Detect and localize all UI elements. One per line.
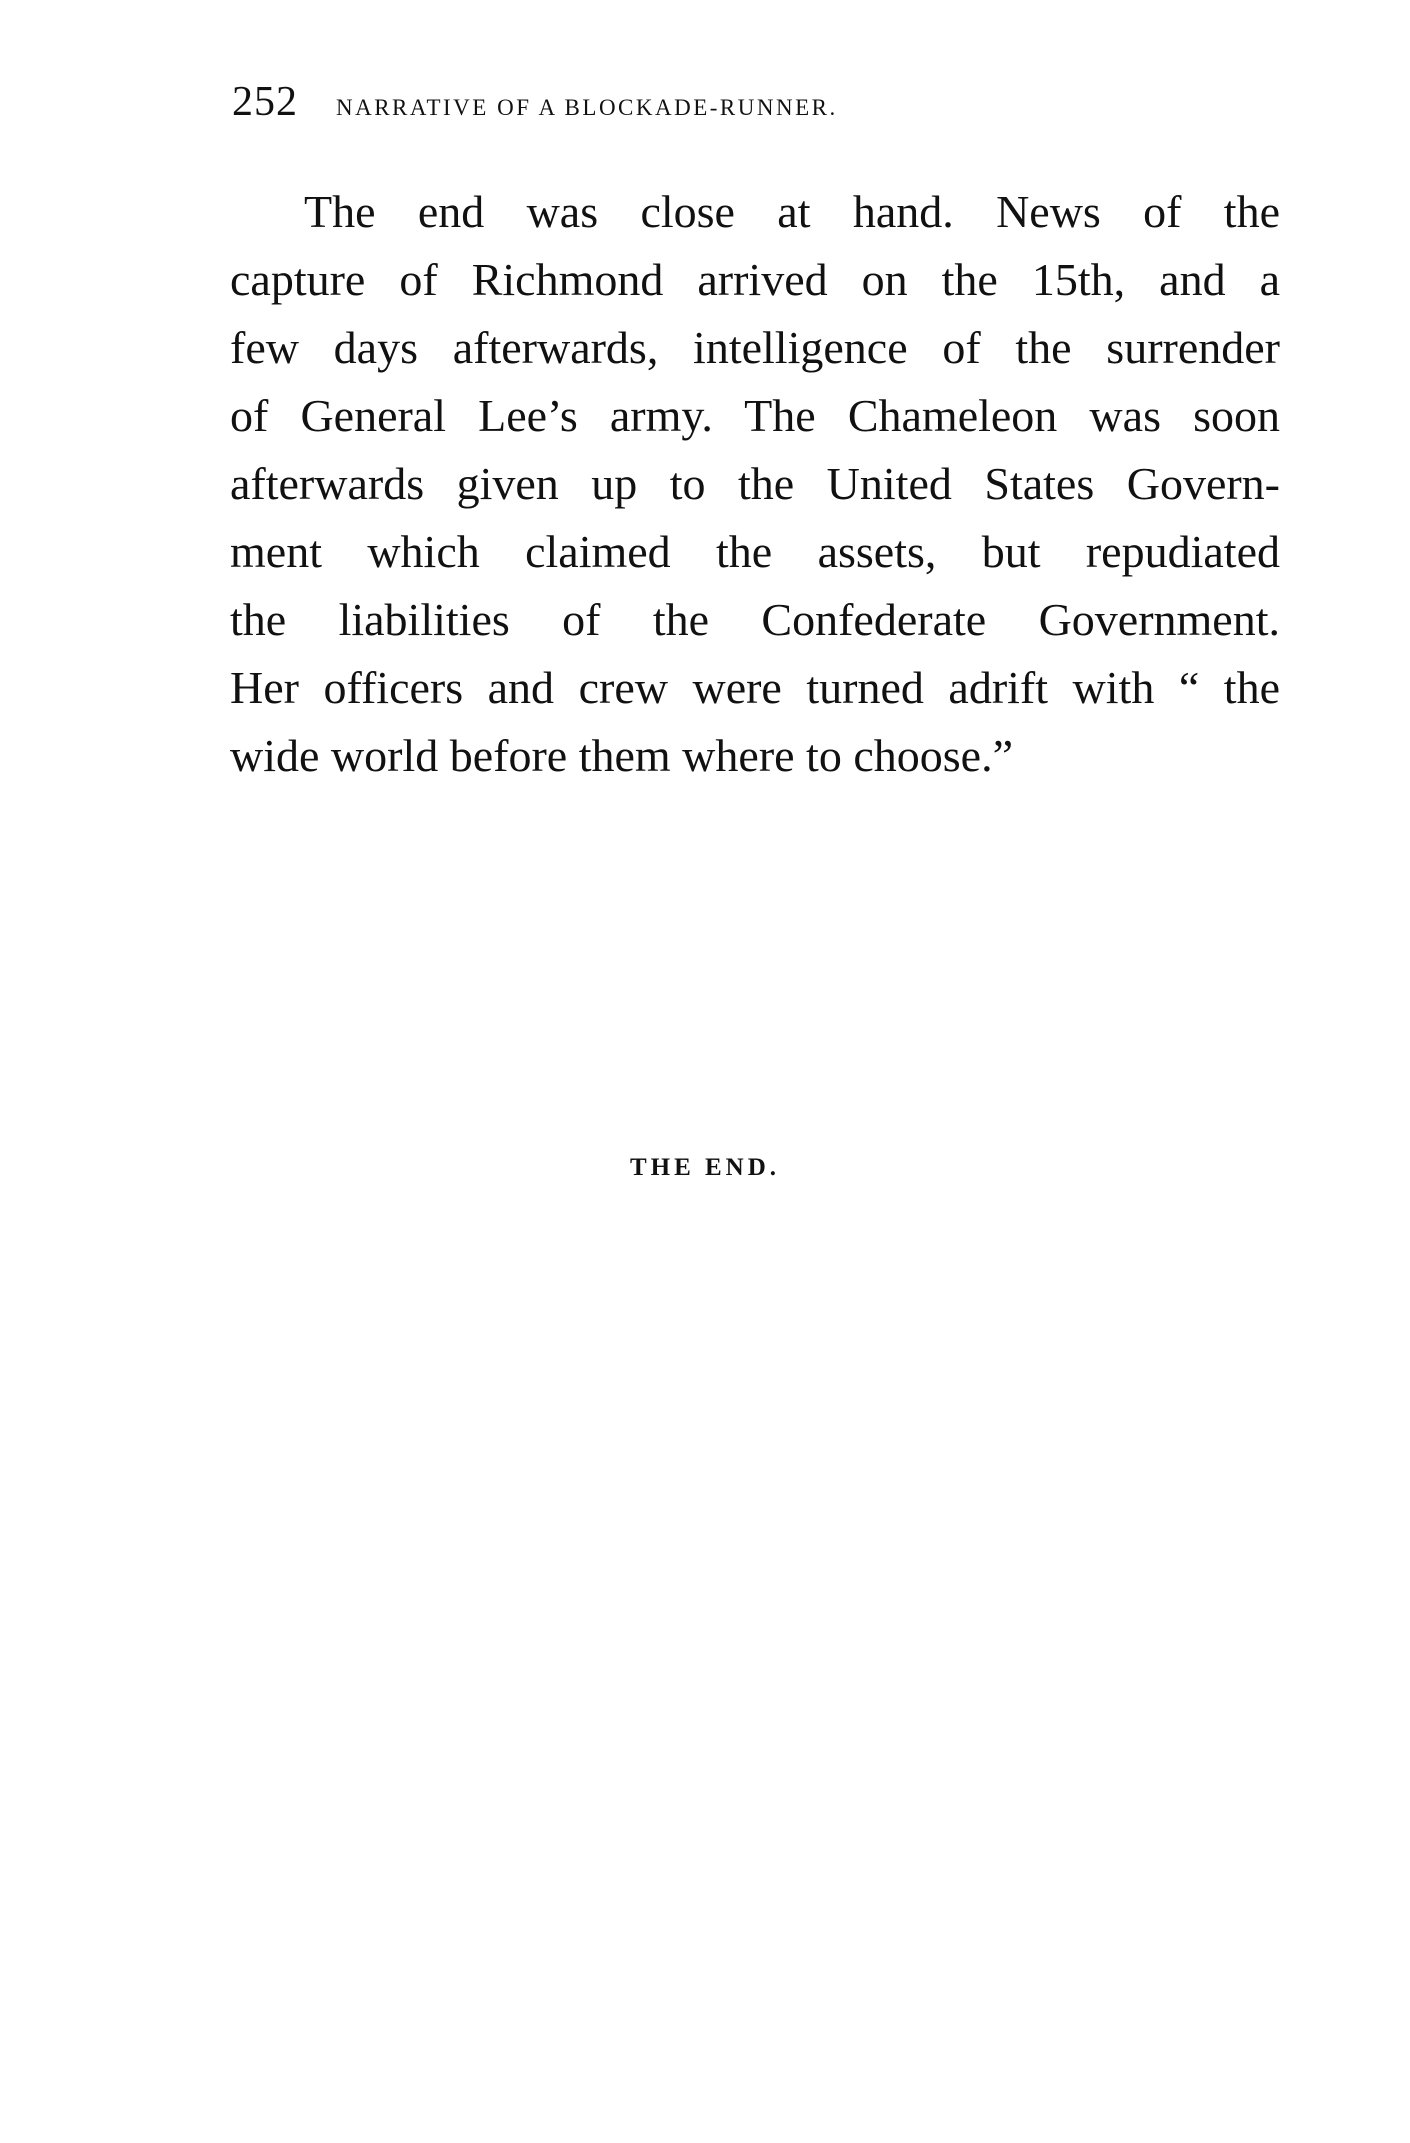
the-end-heading: THE END.: [629, 1154, 781, 1181]
paragraph-line: of General Lee’s army. The Chameleon was soon: [230, 390, 1280, 441]
body-paragraph: [230, 178, 1280, 790]
page-number: 252: [232, 79, 298, 125]
paragraph-line: wide world before them where to choose.”: [230, 730, 1013, 781]
paragraph-line: Her officers and crew were turned adrift with “ the: [230, 662, 1280, 713]
paragraph-line: afterwards given up to the United States Govern-: [230, 458, 1280, 509]
paragraph-line: ment which claimed the assets, but repudiated: [230, 526, 1280, 577]
running-head: [232, 78, 1282, 126]
paragraph-line: capture of Richmond arrived on the 15th, and a: [230, 254, 1280, 305]
paragraph-line: few days afterwards, intelligence of the surrender: [230, 322, 1280, 373]
running-title: NARRATIVE OF A BLOCKADE-RUNNER.: [336, 95, 838, 120]
paragraph-line: The end was close at hand. News of the: [304, 186, 1280, 237]
paragraph-line: the liabilities of the Confederate Government.: [230, 594, 1280, 645]
